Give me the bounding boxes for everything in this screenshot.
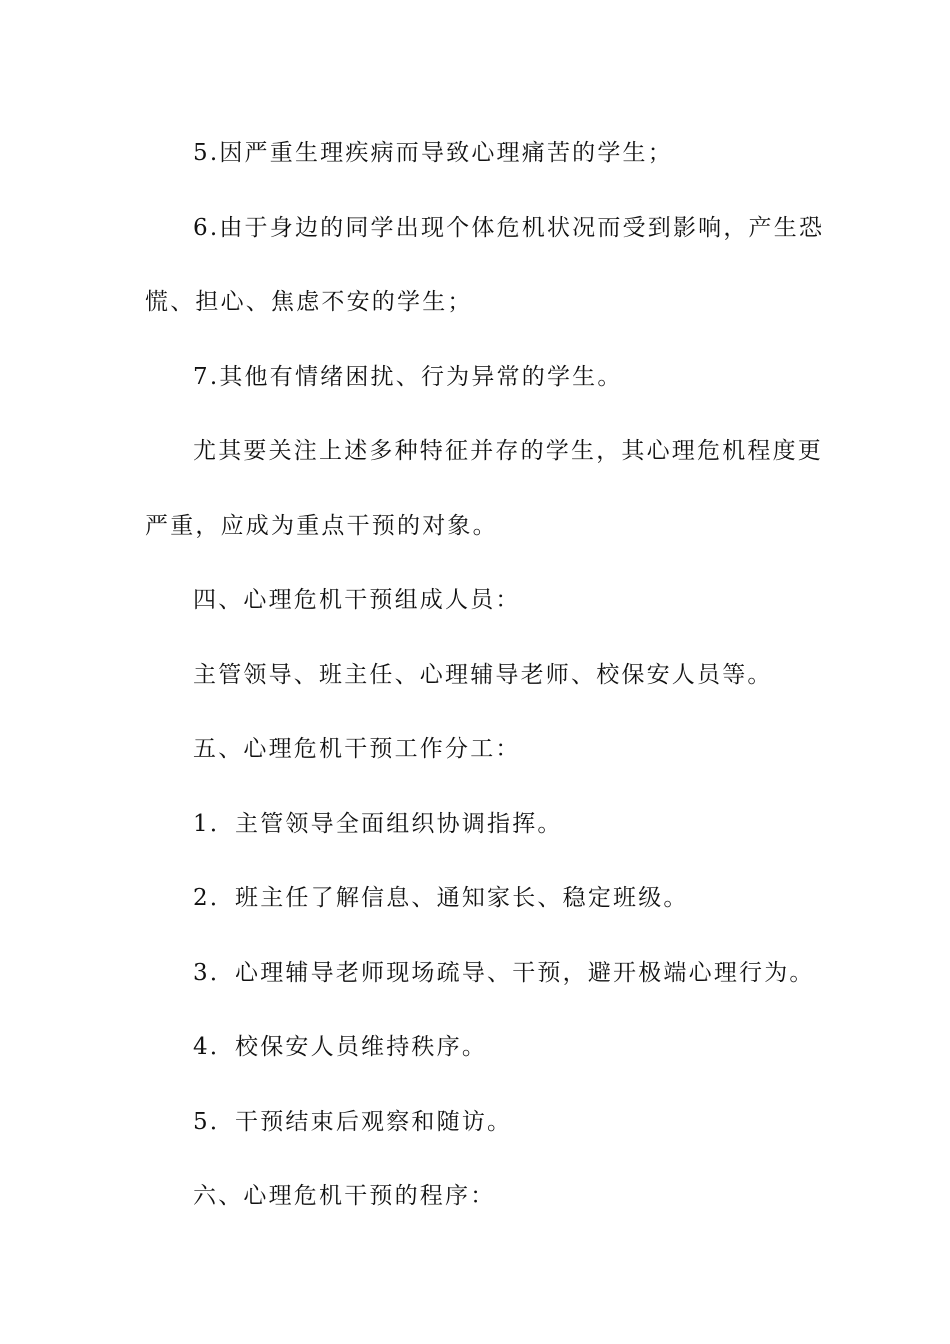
list-item-6-peer-crisis: 6.由于身边的同学出现个体危机状况而受到影响，产生恐 bbox=[193, 214, 825, 241]
list-item-7-other: 7.其他有情绪困扰、行为异常的学生。 bbox=[193, 363, 623, 390]
duty-item-1: 1．主管领导全面组织协调指挥。 bbox=[193, 810, 563, 837]
section-heading-5: 五、心理危机干预工作分工： bbox=[193, 736, 521, 762]
document-body bbox=[145, 116, 825, 1234]
duty-item-4: 4．校保安人员维持秩序。 bbox=[193, 1034, 488, 1060]
attention-paragraph: 尤其要关注上述多种特征并存的学生，其心理危机程度更 bbox=[193, 438, 823, 464]
members-paragraph: 主管领导、班主任、心理辅导老师、校保安人员等。 bbox=[193, 661, 773, 688]
attention-paragraph-continuation: 严重，应成为重点干预的对象。 bbox=[145, 512, 498, 539]
list-item-6-continuation: 慌、担心、焦虑不安的学生； bbox=[145, 289, 473, 315]
duty-item-2: 2．班主任了解信息、通知家长、稳定班级。 bbox=[193, 885, 689, 911]
duty-item-5: 5．干预结束后观察和随访。 bbox=[193, 1108, 513, 1135]
section-heading-4: 四、心理危机干预组成人员： bbox=[193, 587, 521, 613]
list-item-5-serious-illness: 5.因严重生理疾病而导致心理痛苦的学生； bbox=[193, 140, 673, 166]
section-heading-6: 六、心理危机干预的程序： bbox=[193, 1183, 496, 1209]
duty-item-3: 3．心理辅导老师现场疏导、干预，避开极端心理行为。 bbox=[193, 959, 815, 986]
